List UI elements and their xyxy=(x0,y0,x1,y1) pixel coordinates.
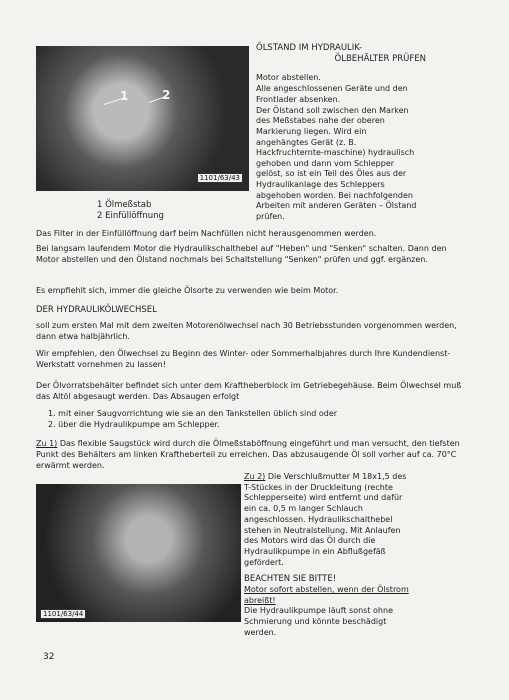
paragraph: Das Filter in der Einfüllöffnung darf beim Nachfüllen nicht herausgenommen werden. xyxy=(36,229,377,238)
page-number: 32 xyxy=(43,652,55,662)
hydraulic-oil-photo xyxy=(36,46,249,191)
section-heading xyxy=(256,43,426,65)
right-column-text xyxy=(256,73,421,222)
paragraph: Der Ölvorratsbehälter befindet sich unter dem Kraftheberblock im Getriebegehäuse. Beim Ölwechsel muß das Altöl abgesaugt werden. Das Absaugen erfolgt xyxy=(36,381,462,401)
paragraph: Alle angeschlossenen Geräte und den Frontlader absenken. xyxy=(256,84,408,104)
caption-line-2: 2 Einfüllöffnung xyxy=(97,211,164,221)
figure-ref: 1101/63/44 xyxy=(40,609,86,619)
paragraph: soll zum ersten Mal mit dem zweiten Motorenölwechsel nach 30 Betriebsstunden vorgenommen werden, dann etwa halbjährlich. xyxy=(36,321,457,341)
zu1-label: Zu 1) xyxy=(36,439,58,448)
section-heading: DER HYDRAULIKÖLWECHSEL xyxy=(36,305,157,315)
right-column-text xyxy=(244,472,411,639)
warning-title: BEACHTEN SIE BITTE! xyxy=(244,574,337,585)
list-item: 1. mit einer Saugvorrichtung wie sie an den Tankstellen üblich sind oder xyxy=(48,409,338,418)
paragraph: Motor abstellen. xyxy=(256,73,321,82)
warning-line: Motor sofort abstellen, wenn der Ölstrom abreißt! xyxy=(244,585,409,605)
callout-2: 2 xyxy=(162,88,171,102)
paragraph: Es empfiehlt sich, immer die gleiche Ölsorte zu verwenden wie beim Motor. xyxy=(36,286,339,295)
paragraph: Wir empfehlen, den Ölwechsel zu Beginn des Winter- oder Sommerhalbjahres durch Ihre Kundendienst-Werkstatt vornehmen zu lassen! xyxy=(36,349,451,369)
callout-1: 1 xyxy=(120,89,129,103)
heading-line-2: ÖLBEHÄLTER PRÜFEN xyxy=(334,54,426,64)
zu2-text: Die Verschlußmutter M 18x1,5 des T-Stückes in der Druckleitung (rechte Schlepperseite) wird entfernt und dafür ein ca. 0,5 m langer Schlauch angeschlossen. Hydraulikschalthebel stehen in Neutralstellung. Mit Anlaufen des Motors wird das Öl durch die Hydraulikpumpe in ein Abflußgefäß gefördert. xyxy=(244,472,407,567)
paragraph xyxy=(36,439,466,471)
zu2-label: Zu 2) xyxy=(244,472,266,481)
figure-ref: 1101/63/43 xyxy=(197,173,243,183)
hydraulic-hose-photo xyxy=(36,484,241,622)
method-list xyxy=(48,409,348,431)
zu1-text: Das flexible Saugstück wird durch die Ölmeßstaböffnung eingeführt und man versucht, den tiefsten Punkt des Behälters am linken Kraftheberteil zu erreichen. Das abzusaugende Öl soll vorher auf ca. 70°C erwärmt werden. xyxy=(36,439,460,470)
figure-caption xyxy=(97,200,164,222)
paragraph: Bei langsam laufendem Motor die Hydraulikschalthebel auf "Heben" und "Senken" schalten. Dann den Motor abstellen und den Ölstand nochmals bei Schaltstellung "Senken" prüfen und ggf. ergänzen. xyxy=(36,244,447,264)
paragraph xyxy=(244,472,411,568)
list-item: 2. über die Hydraulikpumpe am Schlepper. xyxy=(48,419,220,429)
warning-tail: Die Hydraulikpumpe läuft sonst ohne Schmierung und könnte beschädigt werden. xyxy=(244,606,393,637)
heading-line-1: ÖLSTAND IM HYDRAULIK- xyxy=(256,43,363,53)
paragraph: Der Ölstand soll zwischen den Marken des Meßstabes nahe der oberen Markierung liegen. Wird ein angehängtes Gerät (z. B. Hackfruchternte-maschine) hydraulisch gehoben und dann vom Schlepper gelöst, so ist ein Teil des Öles aus der Hydraulikanlage des Schleppers abgehoben worden. Bei nachfolgenden Arbeiten mit anderen Geräten – Ölstand prüfen. xyxy=(256,105,417,221)
caption-line-1: 1 Ölmeßstab xyxy=(97,200,152,210)
